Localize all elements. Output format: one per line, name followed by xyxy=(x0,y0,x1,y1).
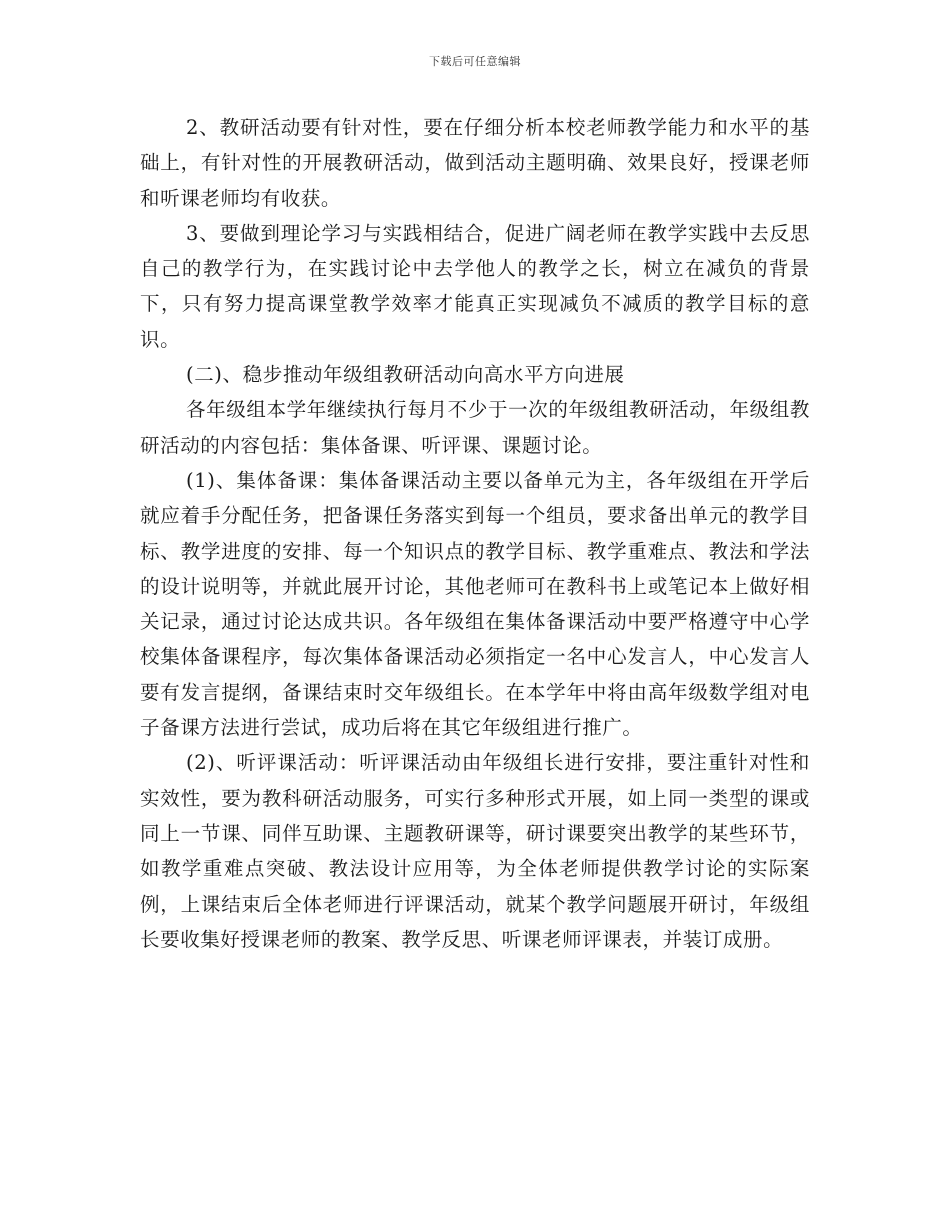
paragraph-collective-lesson-prep: (1)、集体备课：集体备课活动主要以备单元为主，各年级组在开学后就应着手分配任务，把备课任务落实到每一个组员，要求备出单元的教学目标、教学进度的安排、每一个知识点的教学目标、教学重难点、教法和学法的设计说明等，并就此展开讨论，其他老师可在教科书上或笔记本上做好相关记录，通过讨论达成共识。各年级组在集体备课活动中要严格遵守中心学校集体备课程序，每次集体备课活动必须指定一名中心发言人，中心发言人要有发言提纲，备课结束时交年级组长。在本学年中将由高年级数学组对电子备课方法进行尝试，成功后将在其它年级组进行推广。 xyxy=(140,468,810,740)
document-body xyxy=(140,110,810,957)
paragraph-theory-practice: 3、要做到理论学习与实践相结合，促进广阔老师在教学实践中去反思自己的教学行为，在实践讨论中去学他人的教学之长，树立在减负的背景下，只有努力提高课堂教学效率才能真正实现减负不减质的教学目标的意识。 xyxy=(140,221,810,351)
paragraph-lesson-observation: (2)、听评课活动：听评课活动由年级组长进行安排，要注重针对性和实效性，要为教科研活动服务，可实行多种形式开展，如上同一类型的课或同上一节课、同伴互助课、主题教研课等，研讨课要突出教学的某些环节，如教学重难点突破、教法设计应用等，为全体老师提供教学讨论的实际案例，上课结束后全体老师进行评课活动，就某个教学问题展开研讨，年级组长要收集好授课老师的教案、教学反思、听课老师评课表，并装订成册。 xyxy=(140,751,810,951)
page-header: 下载后可任意编辑 xyxy=(429,55,521,68)
paragraph-grade-activities: 各年级组本学年继续执行每月不少于一次的年级组教研活动，年级组教研活动的内容包括：集体备课、听评课、课题讨论。 xyxy=(140,398,810,457)
paragraph-research-targeting: 2、教研活动要有针对性，要在仔细分析本校老师教学能力和水平的基础上，有针对性的开展教研活动，做到活动主题明确、效果良好，授课老师和听课老师均有收获。 xyxy=(140,116,810,210)
section-heading-grade-research: (二)、稳步推动年级组教研活动向高水平方向进展 xyxy=(186,363,625,387)
